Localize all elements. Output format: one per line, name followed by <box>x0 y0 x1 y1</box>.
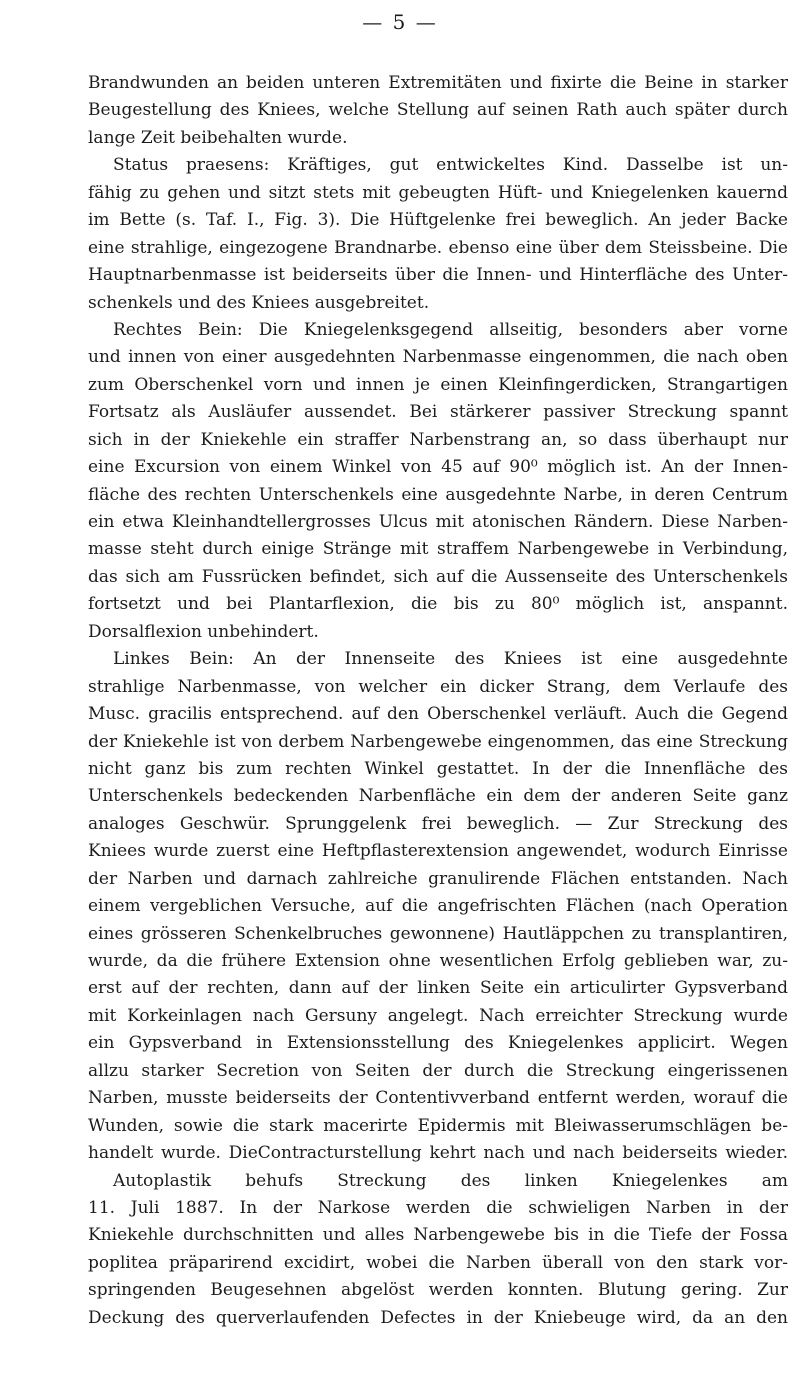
text-line: Narben, musste beiderseits der Contentivverband entfernt werden, worauf die <box>88 1088 788 1109</box>
text-line: analoges Geschwür. Sprunggelenk frei beweglich. — Zur Streckung des <box>88 813 788 834</box>
text-line: Musc. gracilis entsprechend. auf den Oberschenkel verläuft. Auch die Gegend <box>88 704 788 725</box>
text-line: Rechtes Bein: Die Kniegelenksgegend allseitig, besonders aber vorne <box>113 319 788 340</box>
text-line: sich in der Kniekehle ein straffer Narbenstrang an, so dass überhaupt nur <box>88 429 788 450</box>
text-line: eines grösseren Schenkelbruches gewonnene) Hautläppchen zu transplantiren, <box>88 923 788 944</box>
text-line: ein Gypsverband in Extensionsstellung des Kniegelenkes applicirt. Wegen <box>88 1033 788 1054</box>
text-line: Fortsatz als Ausläufer aussendet. Bei stärkerer passiver Streckung spannt <box>88 402 788 423</box>
text-line: eine strahlige, eingezogene Brandnarbe. ebenso eine über dem Steissbeine. Die <box>88 237 788 258</box>
text-line: Linkes Bein: An der Innenseite des Kniees ist eine ausgedehnte <box>113 649 788 670</box>
text-line: Kniees wurde zuerst eine Heftpflasterextension angewendet, wodurch Einrisse <box>88 841 788 862</box>
text-line: und innen von einer ausgedehnten Narbenmasse eingenommen, die nach oben <box>88 347 788 368</box>
text-line: strahlige Narbenmasse, von welcher ein dicker Strang, dem Verlaufe des <box>88 676 788 697</box>
text-line: mit Korkeinlagen nach Gersuny angelegt. Nach erreichter Streckung wurde <box>88 1005 788 1026</box>
text-line: Dorsalflexion unbehindert. <box>88 621 319 642</box>
page-number: — 5 — <box>362 10 438 34</box>
text-line: Kniekehle durchschnitten und alles Narbengewebe bis in die Tiefe der Fossa <box>88 1225 788 1246</box>
text-line: Deckung des querverlaufenden Defectes in der Kniebeuge wird, da an den <box>88 1307 788 1328</box>
text-line: Hauptnarbenmasse ist beiderseits über die Innen- und Hinterfläche des Unter- <box>88 265 788 286</box>
text-line: allzu starker Secretion von Seiten der durch die Streckung eingerissenen <box>88 1060 788 1081</box>
text-line: handelt wurde. DieContracturstellung kehrt nach und nach beiderseits wieder. <box>88 1143 788 1164</box>
text-line: masse steht durch einige Stränge mit straffem Narbengewebe in Verbindung, <box>88 539 788 560</box>
text-line: nicht ganz bis zum rechten Winkel gestattet. In der die Innenfläche des <box>88 758 788 779</box>
text-line: Unterschenkels bedeckenden Narbenfläche ein dem der anderen Seite ganz <box>88 786 788 807</box>
text-line: eine Excursion von einem Winkel von 45 auf 90⁰ möglich ist. An der Innen- <box>88 457 788 478</box>
text-line: einem vergeblichen Versuche, auf die angefrischten Flächen (nach Operation <box>88 896 788 917</box>
text-line: fläche des rechten Unterschenkels eine ausgedehnte Narbe, in deren Centrum <box>88 484 788 505</box>
text-line: erst auf der rechten, dann auf der linken Seite ein articulirter Gypsverband <box>88 978 788 999</box>
text-line: Wunden, sowie die stark macerirte Epidermis mit Bleiwasserumschlägen be- <box>88 1115 788 1136</box>
text-line: zum Oberschenkel vorn und innen je einen Kleinfingerdicken, Strangartigen <box>88 374 788 395</box>
text-line: schenkels und des Kniees ausgebreitet. <box>88 292 430 313</box>
text-line: Brandwunden an beiden unteren Extremitäten und fixirte die Beine in starker <box>88 73 788 93</box>
text-line: im Bette (s. Taf. I., Fig. 3). Die Hüftgelenke frei beweglich. An jeder Backe <box>88 210 788 231</box>
text-line: ein etwa Kleinhandtellergrosses Ulcus mit atonischen Rändern. Diese Narben- <box>88 512 788 532</box>
text-line: das sich am Fussrücken befindet, sich auf die Aussenseite des Unterschenkels <box>88 566 788 587</box>
text-line: springenden Beugesehnen abgelöst werden konnten. Blutung gering. Zur <box>88 1280 788 1301</box>
text-line: fortsetzt und bei Plantarflexion, die bis zu 80⁰ möglich ist, anspannt. <box>88 594 788 615</box>
text-line: poplitea präparirend excidirt, wobei die Narben überall von den stark vor- <box>88 1252 788 1273</box>
text-line: Status praesens: Kräftiges, gut entwickeltes Kind. Dasselbe ist un- <box>113 155 788 176</box>
text-line: fähig zu gehen und sitzt stets mit gebeugten Hüft- und Kniegelenken kauernd <box>88 182 788 203</box>
body-text <box>88 70 788 1332</box>
text-line: Autoplastik behufs Streckung des linken Kniegelenkes am <box>113 1170 788 1191</box>
text-line: der Kniekehle ist von derbem Narbengewebe eingenommen, das eine Streckung <box>88 731 788 752</box>
text-line: wurde, da die frühere Extension ohne wesentlichen Erfolg geblieben war, zu- <box>88 951 788 971</box>
text-line: Beugestellung des Kniees, welche Stellung auf seinen Rath auch später durch <box>88 100 788 121</box>
text-line: der Narben und darnach zahlreiche granulirende Flächen entstanden. Nach <box>88 868 788 889</box>
text-line: 11. Juli 1887. In der Narkose werden die schwieligen Narben in der <box>88 1197 788 1218</box>
text-line: lange Zeit beibehalten wurde. <box>88 127 348 148</box>
